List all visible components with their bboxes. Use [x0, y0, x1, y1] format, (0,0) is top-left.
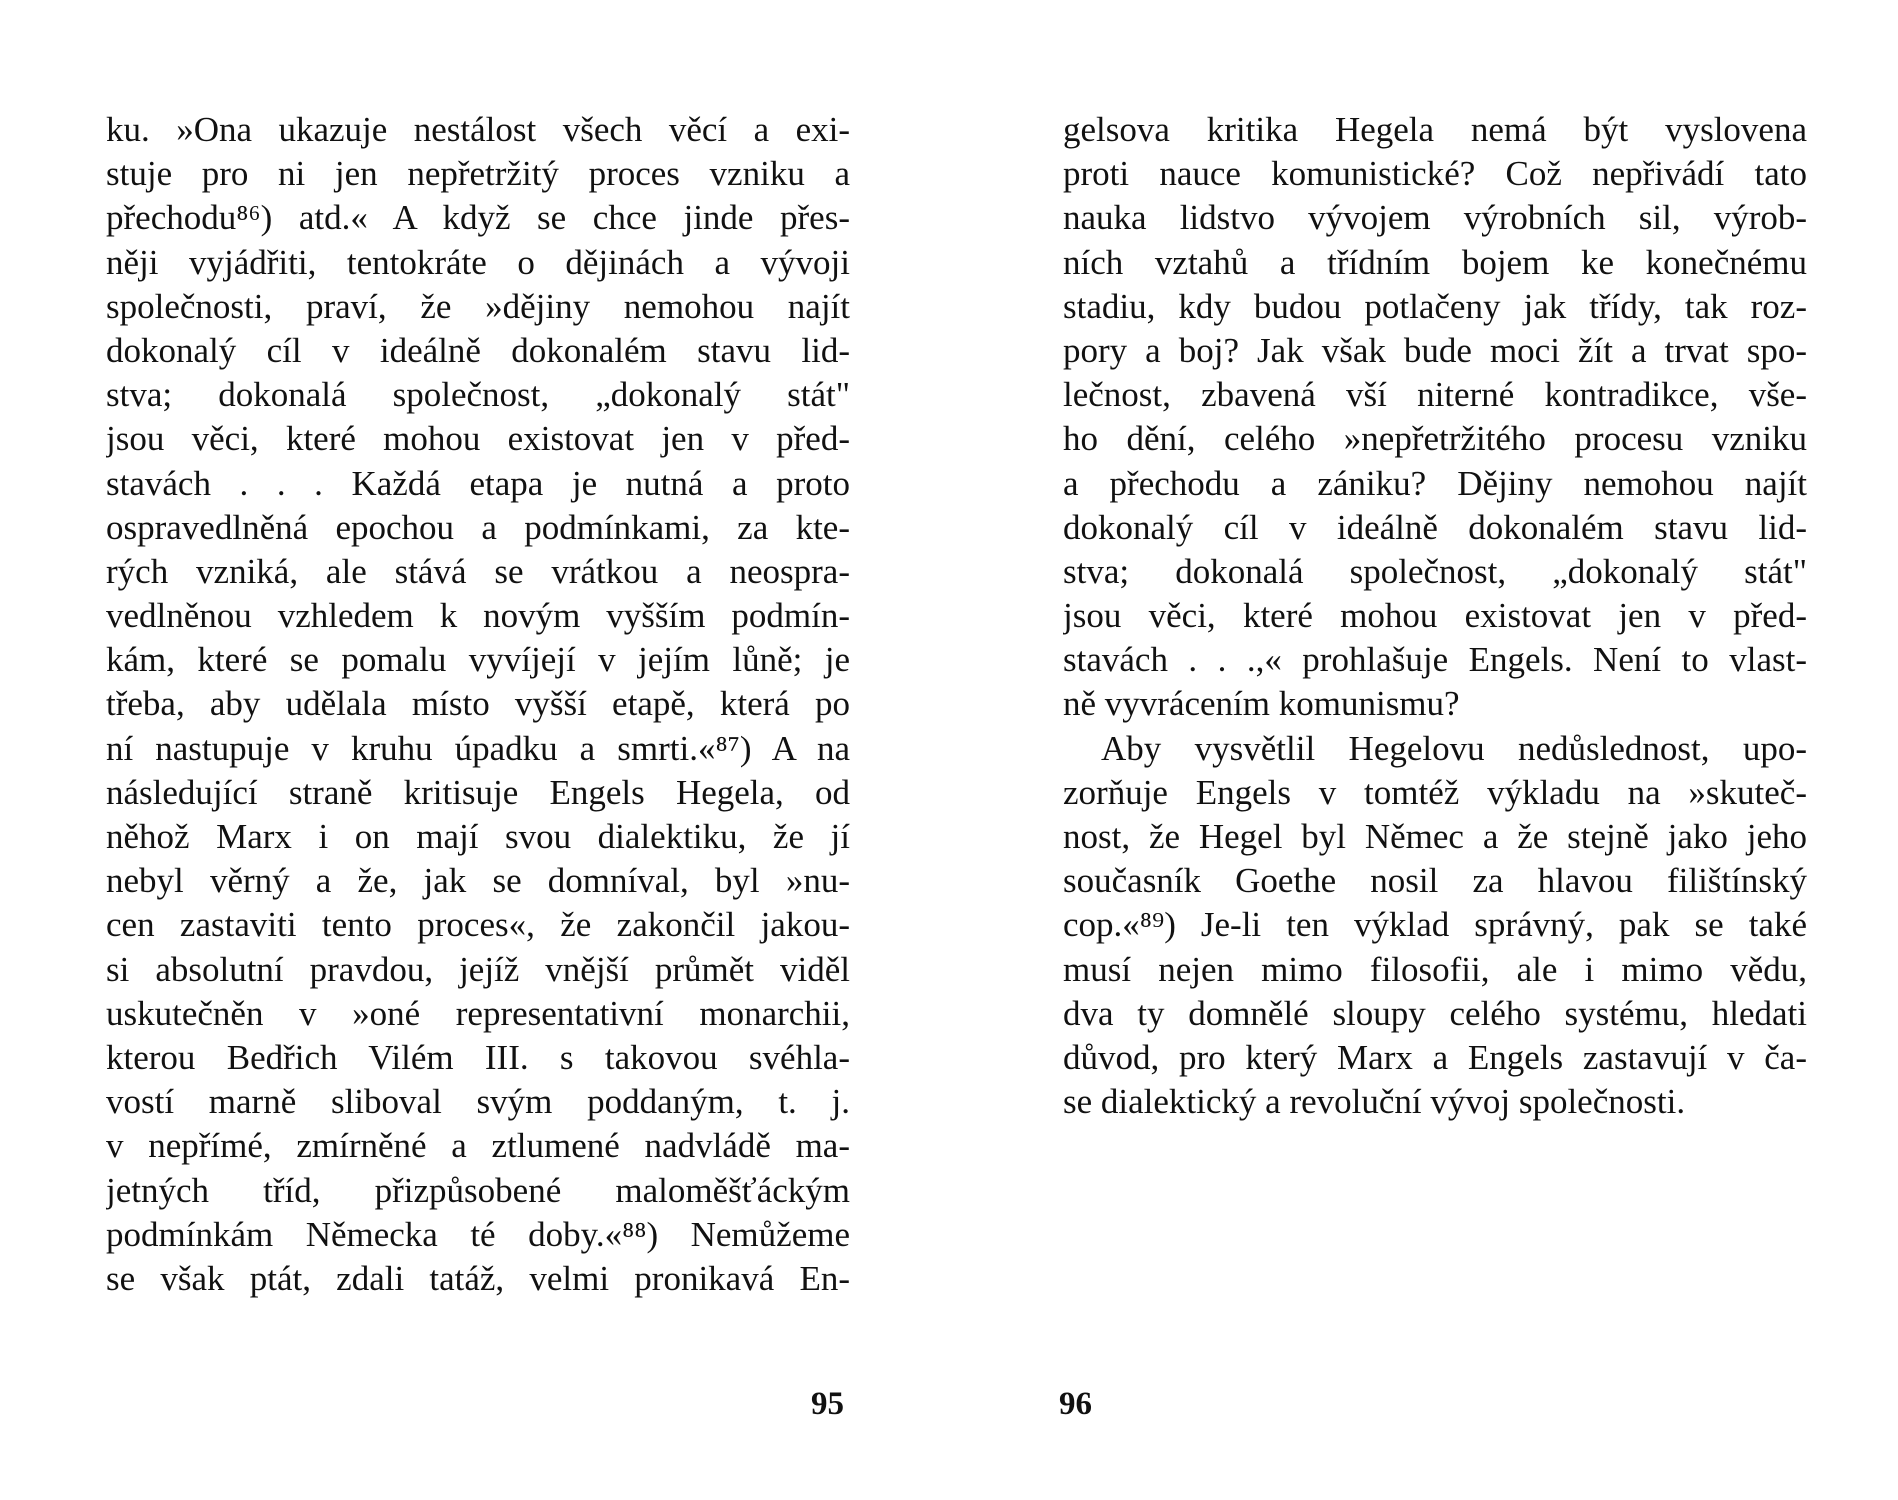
page-number: 95 [811, 1386, 844, 1422]
text-line: uskutečněn v »oné representativní monarchii, [106, 993, 850, 1033]
text-line: ku. »Ona ukazuje nestálost všech věcí a exi- [106, 110, 850, 149]
text-line: dokonalý cíl v ideálně dokonalém stavu lid- [106, 330, 850, 370]
text-line: se však ptát, zdali tatáž, velmi pronikavá En- [106, 1258, 850, 1298]
text-line: pory a boj? Jak však bude moci žít a trvat spo- [1063, 330, 1807, 370]
text-line: a přechodu a zániku? Dějiny nemohou najít [1063, 463, 1807, 503]
text-line: stva; dokonalá společnost, „dokonalý stát" [106, 375, 850, 415]
text-line: nebyl věrný a že, jak se domníval, byl »nu- [106, 861, 850, 901]
text-line: jsou věci, které mohou existovat jen v před- [106, 419, 850, 459]
text-line: jetných tříd, přizpůsobené maloměšťáckým [106, 1170, 850, 1210]
text-line: důvod, pro který Marx a Engels zastavují v ča- [1063, 1037, 1807, 1077]
text-line: nost, že Hegel byl Němec a že stejně jako jeho [1063, 817, 1807, 856]
text-line: třeba, aby udělala místo vyšší etapě, která po [106, 684, 850, 724]
text-line: gelsova kritika Hegela nemá být vyslovena [1063, 110, 1807, 149]
paragraph-end-line: ně vyvrácením komunismu? [1063, 684, 1460, 724]
text-line: stadiu, kdy budou potlačeny jak třídy, tak roz- [1063, 286, 1807, 326]
text-line: zorňuje Engels v tomtéž výkladu na »skuteč- [1063, 772, 1807, 812]
text-line: nauka lidstvo vývojem výrobních sil, výrob- [1063, 198, 1807, 238]
text-line: stavách . . .,« prohlašuje Engels. Není to vlast- [1063, 640, 1807, 680]
text-line: cen zastaviti tento proces«, že zakončil jakou- [106, 905, 850, 945]
text-line: stavách . . . Každá etapa je nutná a proto [106, 463, 850, 503]
text-line: lečnost, zbavená vší niterné kontradikce, vše- [1063, 375, 1807, 415]
page-number: 96 [1059, 1386, 1092, 1422]
right-page [949, 0, 1898, 1500]
text-line: něhož Marx i on mají svou dialektiku, že jí [106, 817, 850, 856]
text-line: stva; dokonalá společnost, „dokonalý stát" [1063, 551, 1807, 591]
text-line: stuje pro ni jen nepřetržitý proces vzniku a [106, 154, 850, 194]
text-line: současník Goethe nosil za hlavou filištínský [1063, 861, 1807, 901]
text-line: jsou věci, které mohou existovat jen v před- [1063, 596, 1807, 636]
text-line: následující straně kritisuje Engels Hegela, od [106, 772, 850, 812]
text-line: proti nauce komunistické? Což nepřivádí tato [1063, 154, 1807, 194]
text-line: cop.«⁸⁹) Je-li ten výklad správný, pak se také [1063, 905, 1807, 945]
text-line: ní nastupuje v kruhu úpadku a smrti.«⁸⁷) A na [106, 728, 850, 768]
text-line: v nepřímé, zmírněné a ztlumené nadvládě ma- [106, 1126, 850, 1166]
paragraph-end-line: se dialektický a revoluční vývoj společnosti. [1063, 1082, 1686, 1122]
text-line: společnosti, praví, že »dějiny nemohou najít [106, 286, 850, 326]
text-line: dva ty domnělé sloupy celého systému, hledati [1063, 993, 1807, 1033]
text-line: dokonalý cíl v ideálně dokonalém stavu lid- [1063, 507, 1807, 547]
right-page-text [1063, 108, 1807, 1124]
text-line: si absolutní pravdou, jejíž vnější průmět viděl [106, 949, 850, 989]
left-page-text [106, 108, 850, 1301]
text-line: vostí marně sliboval svým poddaným, t. j. [106, 1082, 850, 1122]
paragraph-start-line: Aby vysvětlil Hegelovu nedůslednost, upo- [1101, 728, 1807, 768]
text-line: podmínkám Německa té doby.«⁸⁸) Nemůžeme [106, 1214, 850, 1254]
text-line: kám, které se pomalu vyvíjejí v jejím lůně; je [106, 640, 850, 680]
text-line: rých vzniká, ale stává se vrátkou a neospra- [106, 551, 850, 591]
text-line: ospravedlněná epochou a podmínkami, za kte- [106, 507, 850, 547]
text-line: vedlněnou vzhledem k novým vyšším podmín- [106, 596, 850, 636]
text-line: ních vztahů a třídním bojem ke konečnému [1063, 242, 1807, 282]
text-line: přechodu⁸⁶) atd.« A když se chce jinde přes- [106, 198, 850, 238]
text-line: musí nejen mimo filosofii, ale i mimo vědu, [1063, 949, 1807, 989]
text-line: ho dění, celého »nepřetržitého procesu vzniku [1063, 419, 1807, 459]
text-line: kterou Bedřich Vilém III. s takovou svéhla- [106, 1037, 850, 1077]
text-line: něji vyjádřiti, tentokráte o dějinách a vývoji [106, 242, 850, 282]
